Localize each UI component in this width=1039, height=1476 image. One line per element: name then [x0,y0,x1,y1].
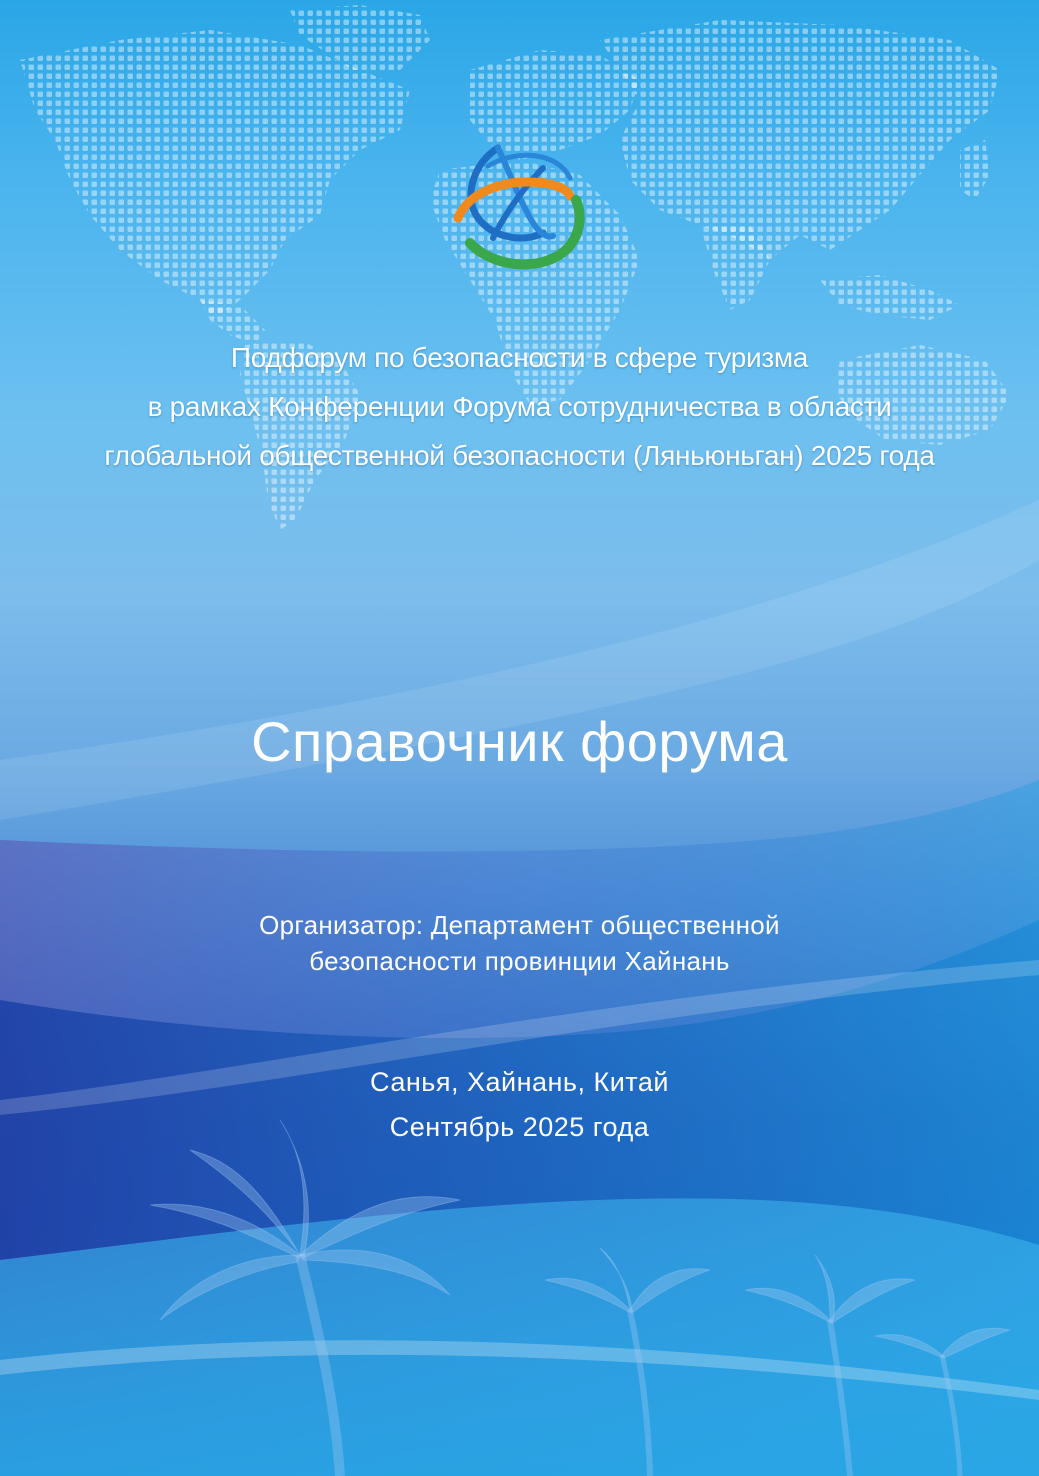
location-date-block [0,1060,1039,1150]
subtitle-line-2: в рамках Конференции Форума сотрудничества в области [147,391,892,422]
document-title: Справочник форума [251,710,788,773]
forum-subtitle [0,333,1039,480]
organizer-line-1: Организатор: Департамент общественной [259,910,780,940]
organizer-line-2: безопасности провинции Хайнань [309,946,730,976]
location-text: Санья, Хайнань, Китай [370,1067,669,1097]
forum-orbit-logo-icon [448,138,588,278]
subtitle-line-1: Подфорум по безопасности в сфере туризма [230,342,809,373]
subtitle-line-3: глобальной общественной безопасности (Ляньюньган) 2025 года [104,440,935,471]
organizer-block [0,907,1039,979]
date-text: Сентябрь 2025 года [389,1112,650,1142]
